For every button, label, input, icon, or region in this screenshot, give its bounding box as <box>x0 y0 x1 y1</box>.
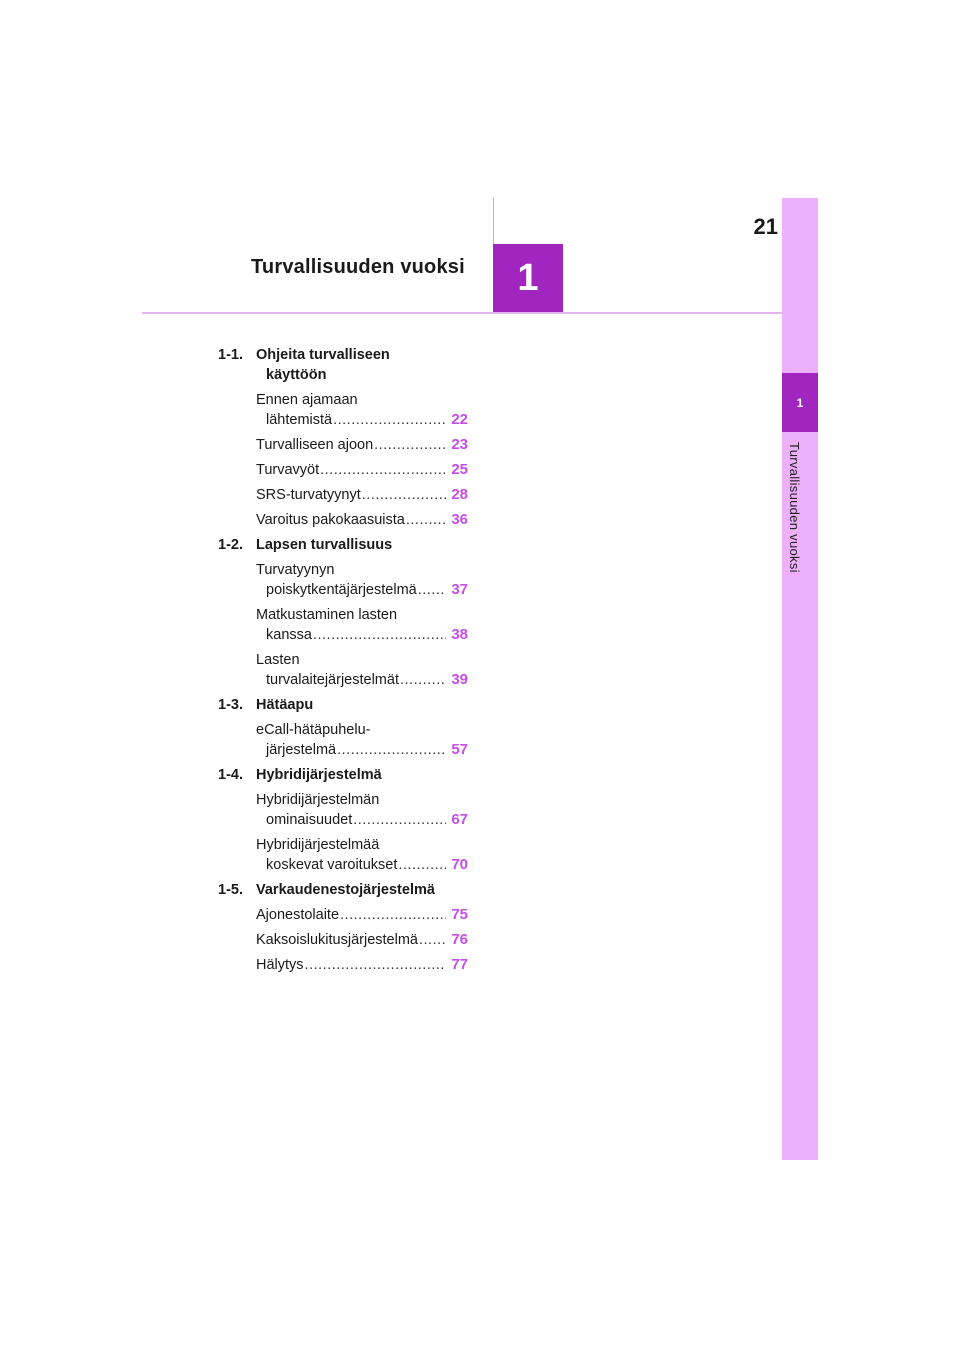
toc-entry-row <box>256 460 468 480</box>
toc-entry-row <box>256 930 468 950</box>
toc-entry-text: Ajonestolaite <box>256 907 340 923</box>
divider-vertical <box>493 198 494 244</box>
toc-entry[interactable] <box>256 390 468 430</box>
toc-section-heading <box>218 695 468 715</box>
toc-page-link[interactable]: 70 <box>451 856 468 873</box>
toc-entry-text: Hybridijärjestelmän <box>256 792 380 808</box>
toc-entry-row <box>256 905 468 925</box>
section-title <box>256 765 468 785</box>
section-title-line: käyttöön <box>266 367 327 383</box>
dot-leader <box>374 435 446 455</box>
section-number: 1-5. <box>218 882 243 898</box>
toc-entry-row <box>256 510 468 530</box>
toc-entry-row <box>256 410 468 430</box>
section-number: 1-3. <box>218 697 243 713</box>
section-title <box>256 345 468 385</box>
toc-entry[interactable] <box>256 650 468 690</box>
toc-page-link[interactable]: 36 <box>451 511 468 528</box>
toc-entry[interactable] <box>256 905 468 925</box>
dot-leader <box>340 905 446 925</box>
toc-page-link[interactable]: 76 <box>451 931 468 948</box>
section-title <box>256 880 468 900</box>
toc-page-link[interactable]: 37 <box>451 581 468 598</box>
section-number: 1-2. <box>218 537 243 553</box>
dot-leader <box>400 670 446 690</box>
toc-entry-text: ominaisuudet <box>266 812 353 828</box>
toc-entry-row <box>256 810 468 830</box>
toc-entry-text: lähtemistä <box>266 412 333 428</box>
toc-entry-text: kanssa <box>266 627 312 643</box>
toc-entry-row <box>256 625 468 645</box>
side-tab[interactable] <box>782 373 818 432</box>
toc-entry-text: Kaksoislukitusjärjestelmä <box>256 932 418 948</box>
toc-entry-text: turvalaitejärjestelmät <box>266 672 399 688</box>
dot-leader <box>305 955 446 975</box>
toc-entry-text: Turvalliseen ajoon <box>256 437 374 453</box>
toc-entry-text: Turvavyöt <box>256 462 320 478</box>
toc-entry[interactable] <box>256 485 468 505</box>
section-title-line: Hybridijärjestelmä <box>256 767 382 783</box>
toc-entry[interactable] <box>256 510 468 530</box>
toc-section-heading <box>218 535 468 555</box>
toc-page-link[interactable]: 25 <box>451 461 468 478</box>
toc-entry-text: SRS-turvatyynyt <box>256 487 361 503</box>
chapter-title: Turvallisuuden vuoksi <box>251 256 465 278</box>
toc-page-link[interactable]: 38 <box>451 626 468 643</box>
toc-entry[interactable] <box>256 835 468 875</box>
dot-leader <box>313 625 446 645</box>
toc-entry-text: Hybridijärjestelmää <box>256 837 380 853</box>
toc-page-link[interactable]: 77 <box>451 956 468 973</box>
toc-entry[interactable] <box>256 955 468 975</box>
toc-entry-row <box>256 580 468 600</box>
toc-page-link[interactable]: 22 <box>451 411 468 428</box>
toc-entry-row <box>256 485 468 505</box>
toc-page-link[interactable]: 39 <box>451 671 468 688</box>
section-number: 1-1. <box>218 347 243 363</box>
section-title-line: Lapsen turvallisuus <box>256 537 393 553</box>
toc-entry[interactable] <box>256 930 468 950</box>
toc-entry-row <box>256 855 468 875</box>
toc-entry[interactable] <box>256 460 468 480</box>
toc-entry-row <box>256 670 468 690</box>
section-title-line: Varkaudenestojärjestelmä <box>256 882 435 898</box>
dot-leader <box>418 580 446 600</box>
section-title <box>256 695 468 715</box>
dot-leader <box>398 855 446 875</box>
toc-page-link[interactable]: 23 <box>451 436 468 453</box>
toc-entry-text: järjestelmä <box>266 742 337 758</box>
dot-leader <box>362 485 446 505</box>
toc-entry-text: eCall-hätäpuhelu- <box>256 722 371 738</box>
toc-entry[interactable] <box>256 560 468 600</box>
table-of-contents <box>218 345 468 980</box>
dot-leader <box>320 460 446 480</box>
dot-leader <box>353 810 446 830</box>
toc-section-heading <box>218 880 468 900</box>
toc-page-link[interactable]: 57 <box>451 741 468 758</box>
toc-section-heading <box>218 345 468 385</box>
toc-entry-text: Lasten <box>256 652 300 668</box>
toc-section-heading <box>218 765 468 785</box>
divider-horizontal <box>142 312 782 314</box>
toc-entry-text: koskevat varoitukset <box>266 857 398 873</box>
toc-entry[interactable] <box>256 790 468 830</box>
dot-leader <box>406 510 446 530</box>
toc-page-link[interactable]: 67 <box>451 811 468 828</box>
toc-entry-row <box>256 435 468 455</box>
toc-page-link[interactable]: 28 <box>451 486 468 503</box>
toc-entry[interactable] <box>256 435 468 455</box>
toc-page-link[interactable]: 75 <box>451 906 468 923</box>
dot-leader <box>419 930 446 950</box>
toc-entry-row <box>256 740 468 760</box>
chapter-number-box <box>493 244 563 313</box>
toc-entry[interactable] <box>256 605 468 645</box>
section-title-line: Ohjeita turvalliseen <box>256 347 390 363</box>
side-strip <box>782 198 818 1160</box>
toc-entry-text: Ennen ajamaan <box>256 392 358 408</box>
page-number: 21 <box>753 214 778 239</box>
toc-entry-row <box>256 955 468 975</box>
dot-leader <box>337 740 446 760</box>
toc-entry-text: Turvatyynyn <box>256 562 335 578</box>
toc-entry-text: poiskytkentäjärjestelmä <box>266 582 417 598</box>
section-title <box>256 535 468 555</box>
section-number: 1-4. <box>218 767 243 783</box>
section-title-line: Hätäapu <box>256 697 314 713</box>
toc-entry-text: Varoitus pakokaasuista <box>256 512 405 528</box>
dot-leader <box>333 410 446 430</box>
toc-entry[interactable] <box>256 720 468 760</box>
side-tab-number: 1 <box>796 395 804 410</box>
chapter-number: 1 <box>517 257 539 299</box>
side-tab-label: Turvallisuuden vuoksi <box>787 442 802 573</box>
toc-entry-text: Hälytys <box>256 957 304 973</box>
toc-entry-text: Matkustaminen lasten <box>256 607 398 623</box>
